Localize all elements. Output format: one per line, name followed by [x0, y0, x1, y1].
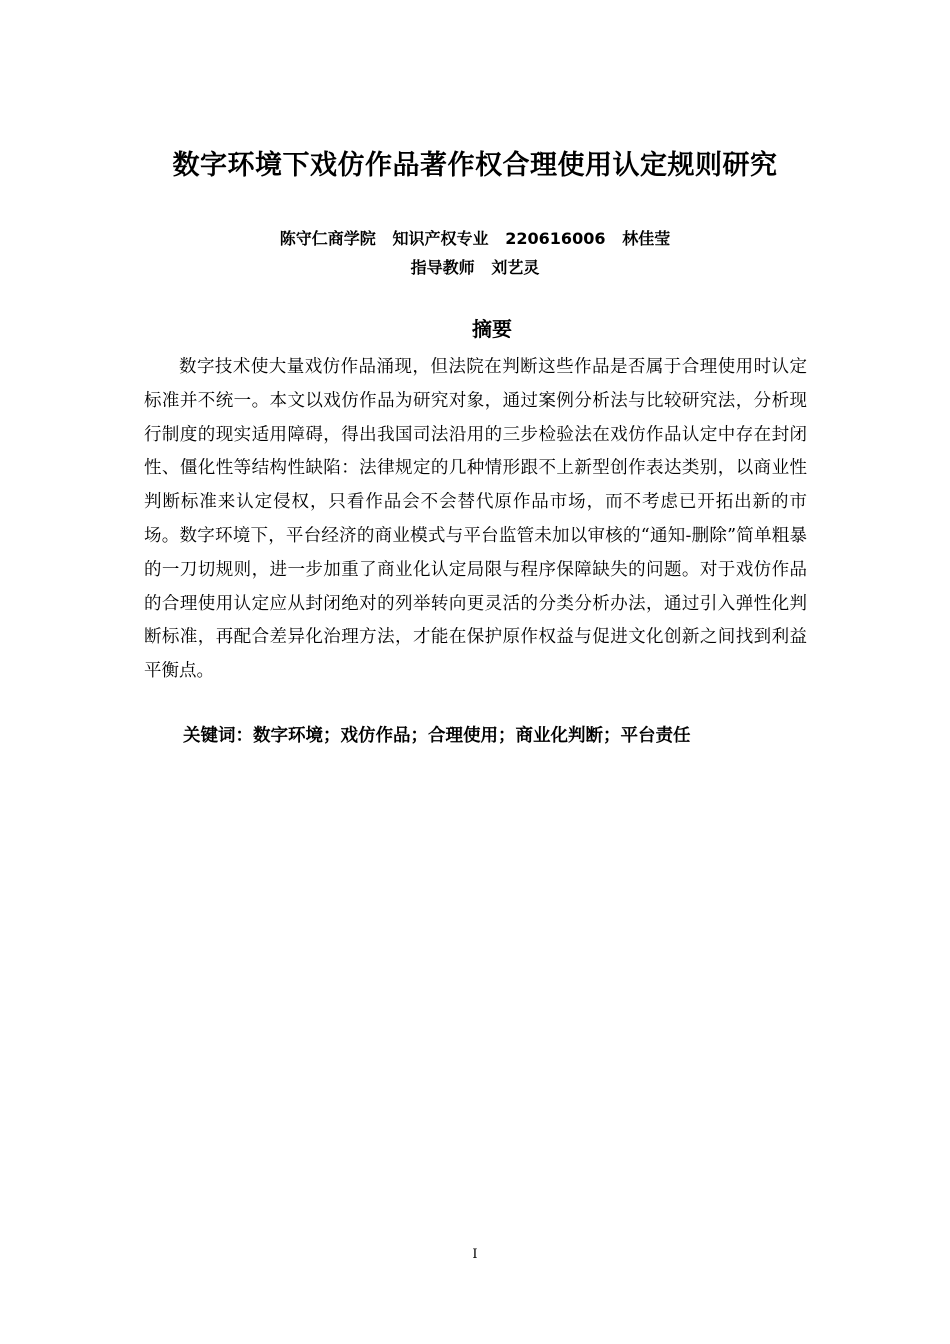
advisor-name: 刘艺灵	[491, 258, 540, 277]
page-number: I	[472, 1247, 478, 1262]
advisor-label: 指导教师	[410, 258, 475, 277]
author-name: 林佳莹	[622, 229, 671, 248]
major-name: 知识产权专业	[392, 229, 489, 248]
advisor-line	[0, 255, 950, 278]
abstract-body: 数字技术使大量戏仿作品涌现，但法院在判断这些作品是否属于合理使用时认定标准并不统一。本文以戏仿作品为研究对象，通过案例分析法与比较研究法，分析现行制度的现实适用障碍，得出我国司法沿用的三步检验法在戏仿作品认定中存在封闭性、僵化性等结构性缺陷：法律规定的几种情形跟不上新型创作表达类别，以商业性判断标准来认定侵权，只看作品会不会替代原作品市场，而不考虑已开拓出新的市场。数字环境下，平台经济的商业模式与平台监管未加以审核的“通知-删除”简单粗暴的一刀切规则，进一步加重了商业化认定局限与程序保障缺失的问题。对于戏仿作品的合理使用认定应从封闭绝对的列举转向更灵活的分类分析办法，通过引入弹性化判断标准，再配合差异化治理方法，才能在保护原作权益与促进文化创新之间找到利益平衡点。	[144, 357, 807, 682]
student-id: 220616006	[505, 229, 606, 248]
paper-title: 数字环境下戏仿作品著作权合理使用认定规则研究	[172, 150, 778, 181]
school-name: 陈守仁商学院	[279, 229, 376, 248]
keywords: 关键词：数字环境；戏仿作品；合理使用；商业化判断；平台责任	[183, 726, 691, 746]
abstract-heading: 摘要	[472, 317, 512, 341]
author-line	[0, 226, 950, 249]
